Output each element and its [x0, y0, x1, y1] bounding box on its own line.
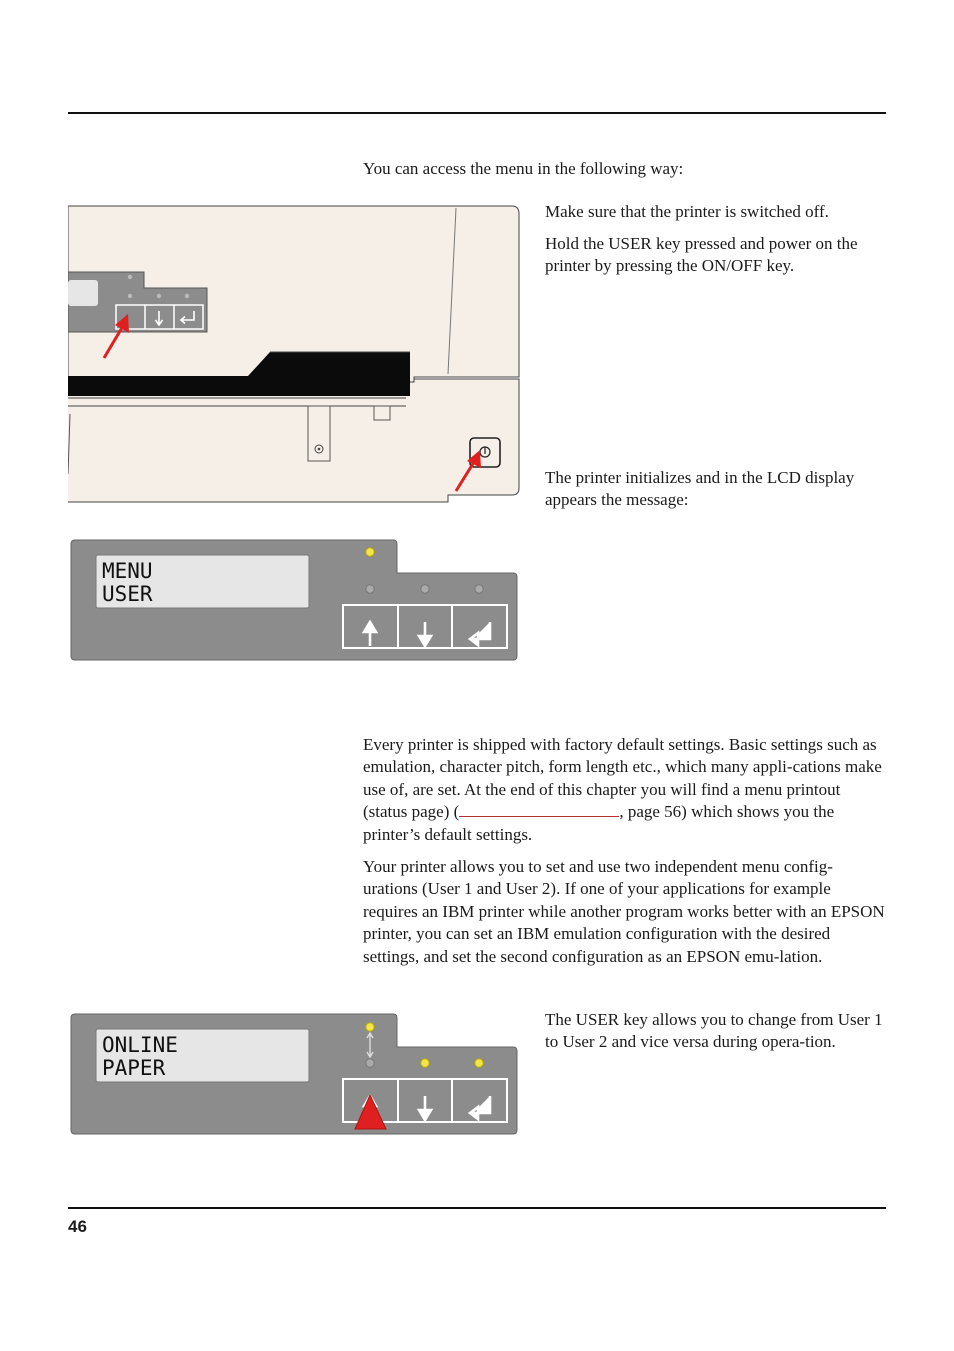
intro-text: You can access the menu in the following way:	[363, 159, 684, 178]
bottom-rule	[68, 1207, 886, 1209]
lcd-panel-online-paper	[68, 1012, 520, 1137]
step3-text: The printer initializes and in the LCD display appears the message:	[545, 468, 855, 510]
printer-illustration	[68, 204, 522, 504]
step2-text: Hold the USER key pressed and power on the printer by pressing the ON/OFF key.	[545, 234, 858, 276]
status-page-link[interactable]	[459, 804, 619, 817]
lcd-line-2: PAPER	[102, 1056, 166, 1080]
led-2	[421, 1059, 429, 1067]
page-number: 46	[68, 1217, 87, 1236]
lcd-line-1: MENU	[102, 559, 153, 583]
led-user-1	[366, 1023, 374, 1031]
led-3	[475, 585, 483, 593]
led-user-2	[366, 1059, 374, 1067]
lcd-line-2: USER	[102, 582, 153, 606]
led-power	[366, 548, 374, 556]
paragraph-defaults	[363, 734, 887, 846]
user-key-text: The USER key allows you to change from User 1 to User 2 and vice versa during opera-tion.	[545, 1010, 883, 1052]
led-2	[421, 585, 429, 593]
top-rule	[68, 112, 886, 114]
step1-text: Make sure that the printer is switched off.	[545, 202, 829, 221]
paragraph-user-configs: Your printer allows you to set and use two independent menu config-urations (User 1 and User 2). If one of your applications for example requires an IBM printer while another program works better with an EPSON printer, you can set an IBM emulation configuration with the desired settings, and set the second configuration as an EPSON emu-lation.	[363, 857, 885, 966]
lcd-panel-menu-user	[68, 538, 520, 663]
paragraph-defaults-part1: Every printer is shipped with factory default settings. Basic settings such as emulation, character pitch, form length etc., which many appli-cations make use of, are set. At the end of this chapter you will find a menu printout (status page) (	[363, 735, 882, 822]
led-1	[366, 585, 374, 593]
led-3	[475, 1059, 483, 1067]
lcd-line-1: ONLINE	[102, 1033, 178, 1057]
paragraph-defaults-part2: , page 56) which shows you the printer’s default settings.	[363, 802, 835, 844]
